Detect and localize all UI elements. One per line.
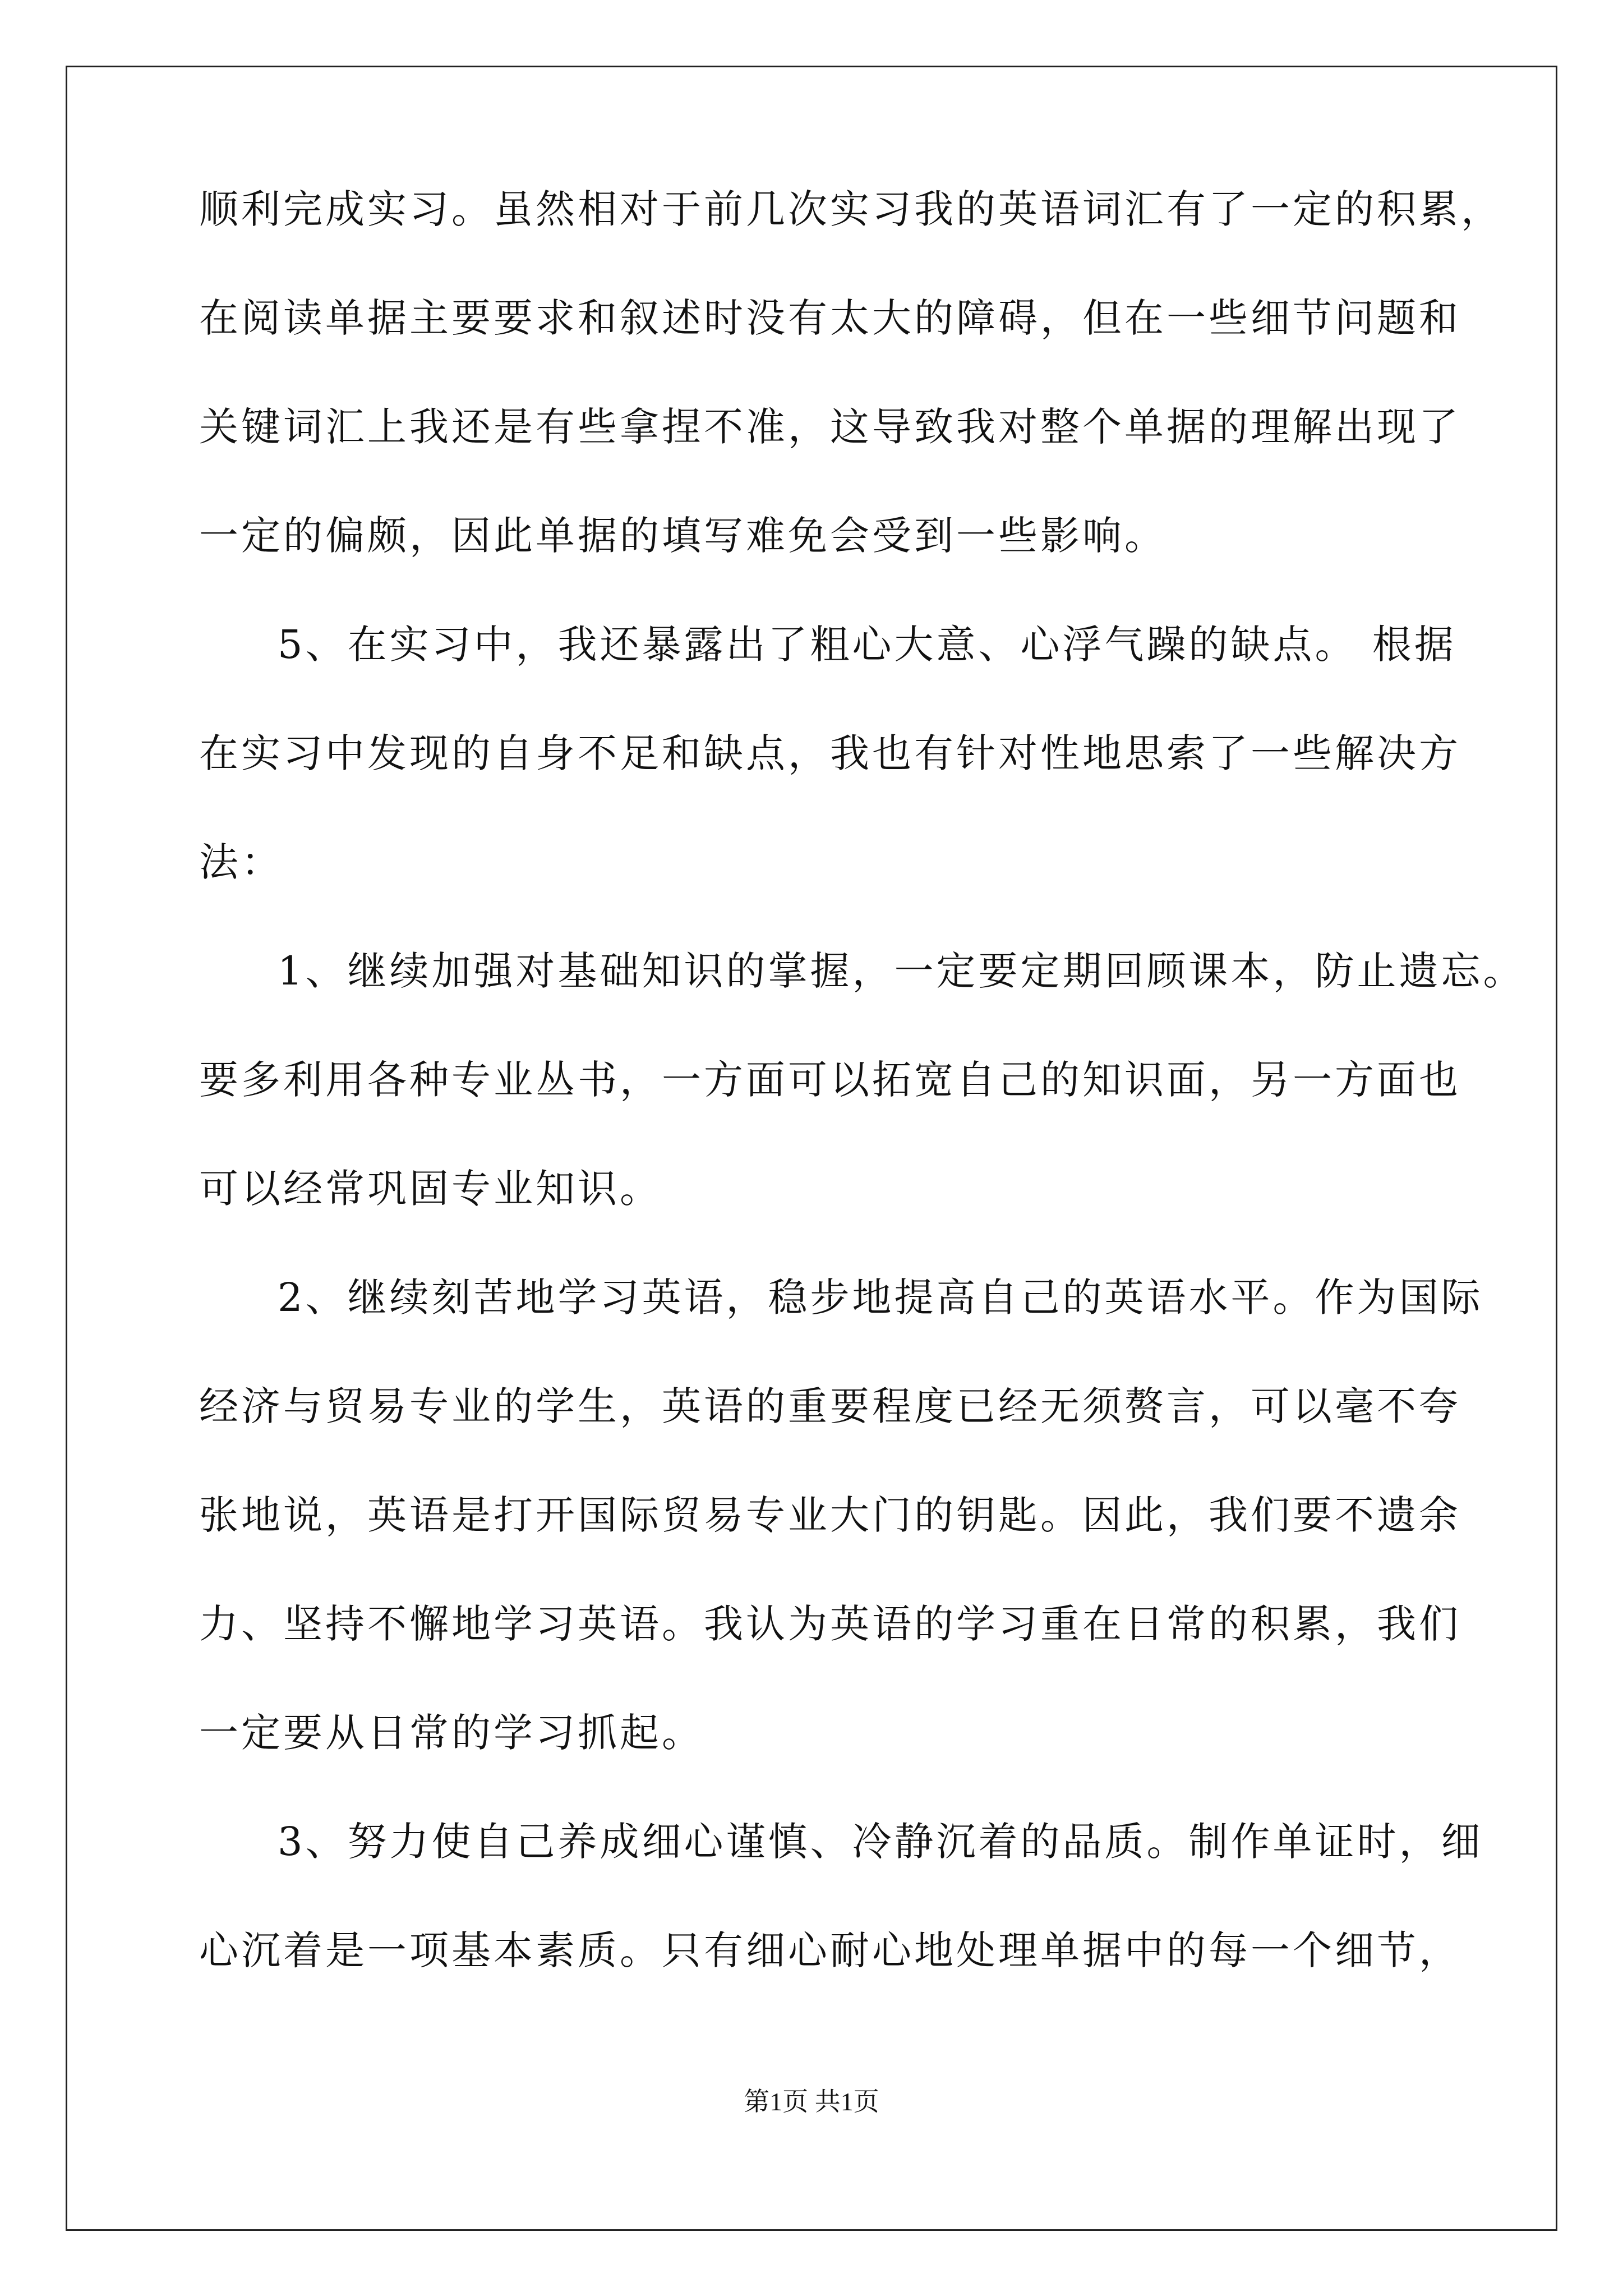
text-line: 力、坚持不懈地学习英语。我认为英语的学习重在日常的积累，我们 [199, 1601, 1461, 1647]
text-line: 关键词汇上我还是有些拿捏不准，这导致我对整个单据的理解出现了 [199, 404, 1461, 450]
page-border [66, 66, 1557, 2231]
paragraph-start-line: 5、在实习中，我还暴露出了粗心大意、心浮气躁的缺点。 根据 [278, 622, 1456, 668]
text-line: 一定的偏颇，因此单据的填写难免会受到一些影响。 [199, 513, 1166, 559]
text-line: 在实习中发现的自身不足和缺点，我也有针对性地思索了一些解决方 [199, 730, 1461, 776]
paragraph-start-line: 3、努力使自己养成细心谨慎、冷静沉着的品质。制作单证时，细 [278, 1819, 1483, 1865]
paragraph-start-line: 1、继续加强对基础知识的掌握，一定要定期回顾课本，防止遗忘。 [278, 948, 1525, 994]
text-line: 张地说，英语是打开国际贸易专业大门的钥匙。因此，我们要不遗余 [199, 1492, 1461, 1538]
text-line: 顺利完成实习。虽然相对于前几次实习我的英语词汇有了一定的积累， [199, 186, 1503, 232]
text-line: 经济与贸易专业的学生，英语的重要程度已经无须赘言，可以毫不夸 [199, 1383, 1461, 1429]
text-line: 可以经常巩固专业知识。 [199, 1166, 662, 1212]
text-line: 心沉着是一项基本素质。只有细心耐心地处理单据中的每一个细节， [199, 1927, 1461, 1973]
text-line: 法： [199, 839, 283, 885]
text-line: 一定要从日常的学习抓起。 [199, 1710, 704, 1756]
page-footer: 第1页 共1页 [744, 2087, 879, 2116]
paragraph-start-line: 2、继续刻苦地学习英语，稳步地提高自己的英语水平。作为国际 [278, 1274, 1483, 1320]
text-line: 要多利用各种专业丛书，一方面可以拓宽自己的知识面，另一方面也 [199, 1057, 1461, 1103]
text-line: 在阅读单据主要要求和叙述时没有太大的障碍，但在一些细节问题和 [199, 295, 1461, 341]
